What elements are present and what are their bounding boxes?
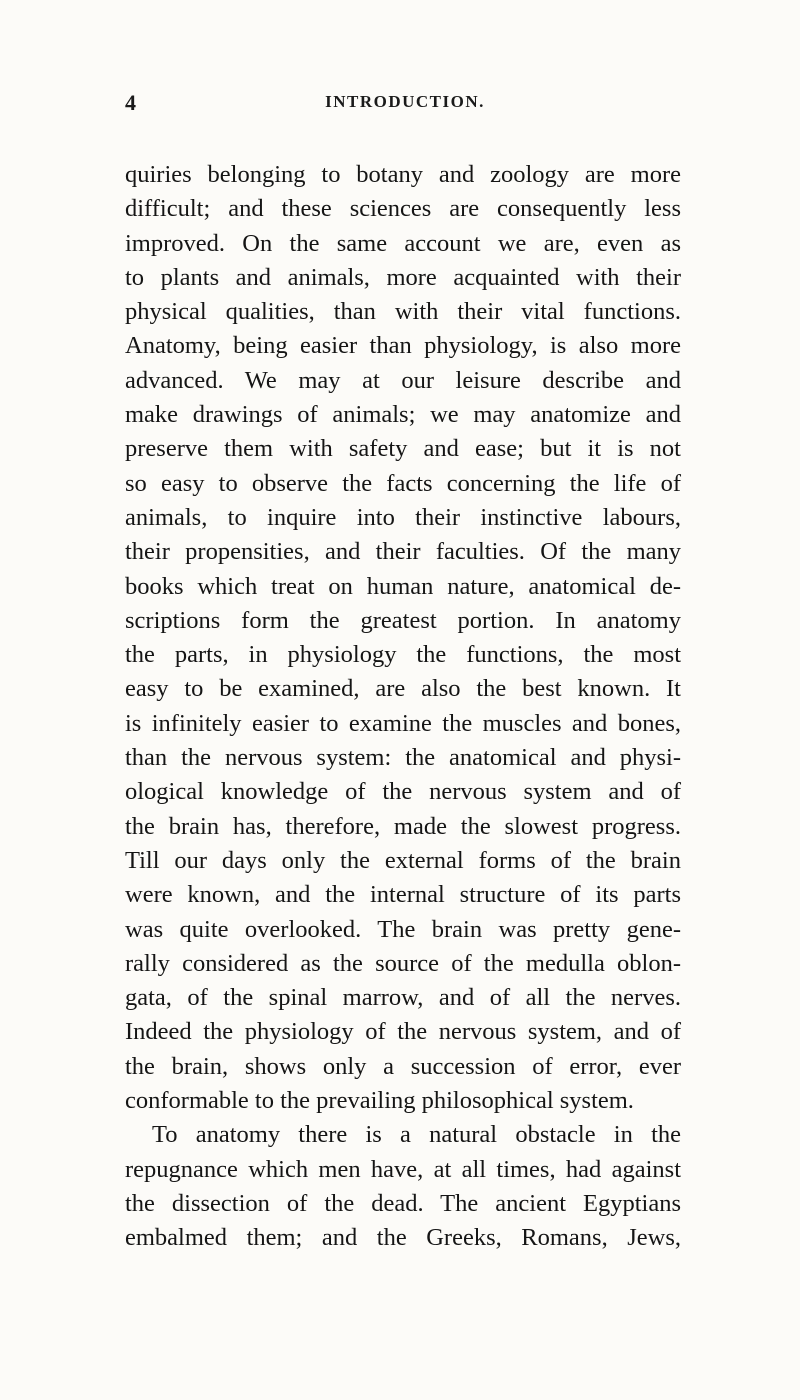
body-text: [125, 158, 681, 1256]
text-line: advanced. We may at our leisure describe and: [125, 366, 681, 394]
text-line: embalmed them; and the Greeks, Romans, Jews,: [125, 1224, 681, 1252]
text-line: to plants and animals, more acquainted with their: [125, 263, 681, 291]
text-line: rally considered as the source of the medulla oblon-: [125, 949, 681, 977]
text-line: Anatomy, being easier than physiology, is also more: [125, 332, 681, 360]
text-line: is infinitely easier to examine the muscles and bones,: [125, 709, 681, 737]
text-line: the brain has, therefore, made the slowest progress.: [125, 812, 681, 840]
page-header: [125, 90, 685, 120]
text-line: physical qualities, than with their vital functions.: [125, 298, 681, 326]
text-line: Till our days only the external forms of the brain: [125, 846, 681, 874]
text-line: so easy to observe the facts concerning the life of: [125, 469, 681, 497]
text-line: make drawings of animals; we may anatomize and: [125, 401, 681, 429]
text-line: animals, to inquire into their instinctive labours,: [125, 503, 681, 531]
page-number: 4: [125, 90, 136, 115]
text-line: were known, and the internal structure of its parts: [125, 881, 681, 909]
text-line: quiries belonging to botany and zoology are more: [125, 161, 681, 188]
text-line: ological knowledge of the nervous system and of: [125, 778, 681, 806]
text-line: the dissection of the dead. The ancient Egyptians: [125, 1189, 681, 1217]
text-line: conformable to the prevailing philosophical system.: [125, 1087, 634, 1115]
running-head: INTRODUCTION.: [325, 92, 485, 111]
text-line: preserve them with safety and ease; but it is not: [125, 435, 681, 463]
text-line: than the nervous system: the anatomical and physi-: [125, 744, 681, 772]
text-line: gata, of the spinal marrow, and of all the nerves.: [125, 984, 681, 1012]
text-line: was quite overlooked. The brain was pretty gene-: [125, 915, 681, 943]
text-line: the parts, in physiology the functions, the most: [125, 641, 681, 669]
text-line: books which treat on human nature, anatomical de-: [125, 572, 681, 600]
text-line: the brain, shows only a succession of error, ever: [125, 1052, 681, 1080]
text-line: difficult; and these sciences are consequently less: [125, 195, 681, 223]
text-line: their propensities, and their faculties. Of the many: [125, 538, 681, 566]
text-line: Indeed the physiology of the nervous system, and of: [125, 1018, 681, 1046]
text-line: repugnance which men have, at all times, had against: [125, 1155, 681, 1183]
text-line: To anatomy there is a natural obstacle in the: [152, 1121, 681, 1149]
text-line: improved. On the same account we are, even as: [125, 229, 681, 257]
text-line: scriptions form the greatest portion. In anatomy: [125, 606, 681, 634]
text-line: easy to be examined, are also the best known. It: [125, 675, 681, 703]
